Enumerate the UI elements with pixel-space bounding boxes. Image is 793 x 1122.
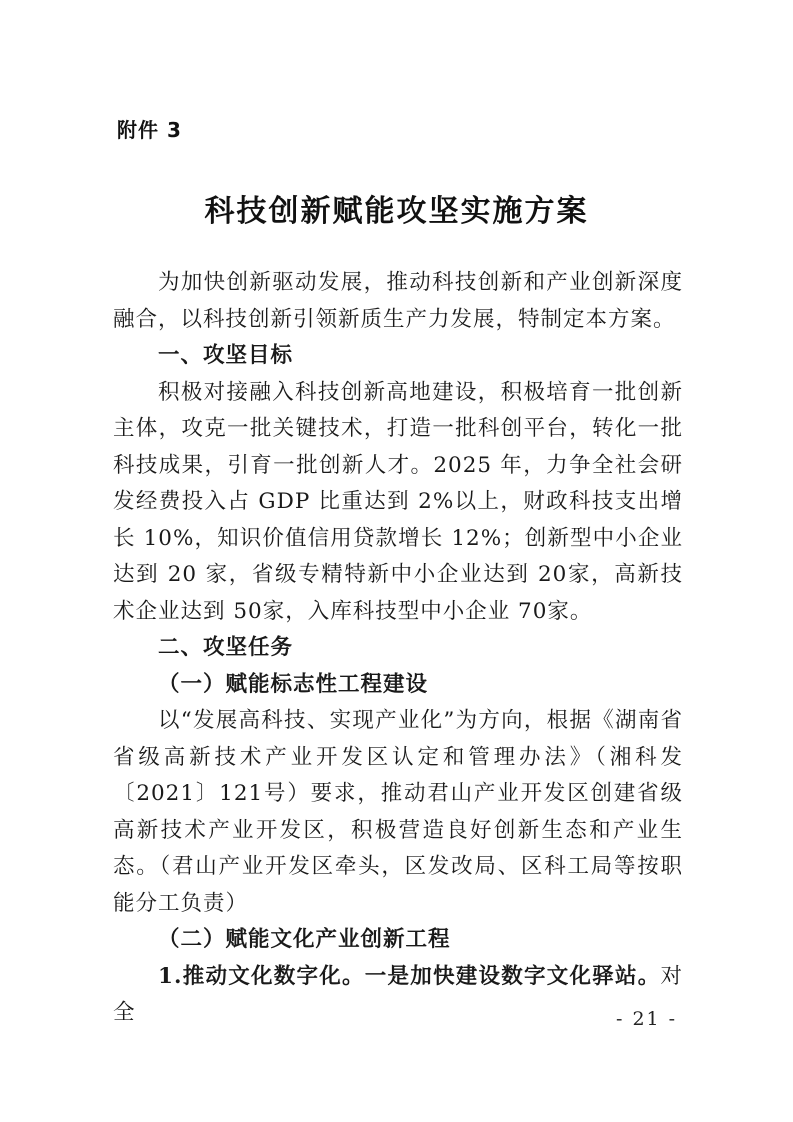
page-number: - 21 - — [616, 1008, 678, 1030]
subsection-heading-2: （二）赋能文化产业创新工程 — [158, 927, 451, 952]
section-heading-tasks: 二、攻坚任务 — [158, 635, 294, 660]
intro-paragraph: 为加快创新驱动发展，推动科技创新和产业创新深度融合，以科技创新引领新质生产力发展，特制定本方案。 — [113, 270, 683, 332]
subsection-1-paragraph: 以“发展高科技、实现产业化”为方向，根据《湖南省省级高新技术产业开发区认定和管理办法》（湘科发〔2021〕121号）要求，推动君山产业开发区创建省级高新技术产业开发区，积极营造良好创新生态和产业生态。（君山产业开发区牵头，区发改局、区科工局等按职能分工负责） — [113, 708, 683, 916]
subsection-heading-1: （一）赋能标志性工程建设 — [158, 671, 429, 697]
attachment-label: 附件 3 — [117, 118, 182, 142]
item-1-bold-text: 1.推动文化数字化。一是加快建设数字文化驿站。 — [158, 963, 661, 989]
item-1-text: 对全 — [113, 963, 683, 1025]
document-title: 科技创新赋能攻坚实施方案 — [204, 194, 589, 229]
document-body — [113, 265, 683, 1032]
item-1-paragraph — [113, 959, 683, 1032]
section-heading-goals: 一、攻坚目标 — [158, 343, 294, 368]
goals-paragraph: 积极对接融入科技创新高地建设，积极培育一批创新主体，攻克一批关键技术，打造一批科创平台，转化一批科技成果，引育一批创新人才。2025 年，力争全社会研发经费投入占 GDP 比重达到 2%以上，财政科技支出增长 10%，知识价值信用贷款增长 12%；创新型中小企业达到 20 家，省级专精特新中小企业达到 20家，高新技术企业达到 50家，入库科技型中小企业 70家。 — [113, 379, 683, 624]
